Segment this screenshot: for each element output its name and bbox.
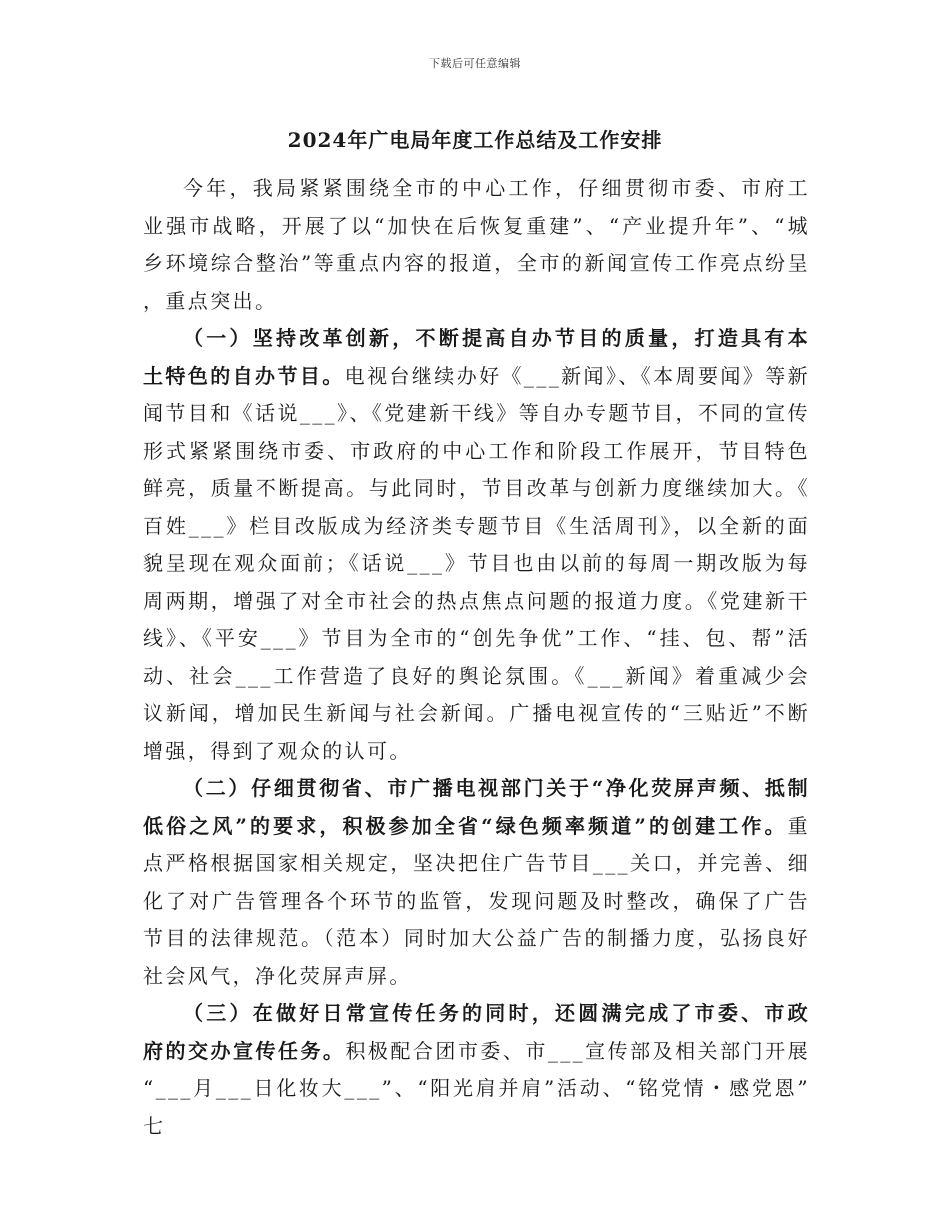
paragraph-intro bbox=[143, 170, 810, 320]
section-heading: （三）在做好日常宣传任务的同时，还圆满完成了市委、市政府的交办宣传任务。 bbox=[143, 1001, 810, 1063]
document-body bbox=[143, 170, 810, 1145]
section-heading: （一）坚持改革创新，不断提高自办节目的质量，打造具有本土特色的自办节目。 bbox=[143, 326, 810, 388]
paragraph-section-2 bbox=[143, 770, 810, 995]
paragraph-text: 今年，我局紧紧围绕全市的中心工作，仔细贯彻市委、市府工业强市战略，开展了以“加快在后恢复重建”、“产业提升年”、“城乡环境综合整治”等重点内容的报道，全市的新闻宣传工作亮点纷呈，重点突出。 bbox=[143, 176, 810, 313]
paragraph-section-3 bbox=[143, 995, 810, 1145]
paragraph-text: 重点严格根据国家相关规定，坚决把住广告节目___关口，并完善、细化了对广告管理各个环节的监管，发现问题及时整改，确保了广告节目的法律规范。（范本）同时加大公益广告的制播力度，弘扬良好社会风气，净化荧屏声屏。 bbox=[143, 813, 810, 988]
header-note: 下载后可任意编辑 bbox=[429, 57, 521, 70]
section-heading: （二）仔细贯彻省、市广播电视部门关于“净化荧屏声频、抵制低俗之风”的要求，积极参加全省“绿色频率频道”的创建工作。 bbox=[143, 776, 810, 838]
paragraph-text: 电视台继续办好《___新闻》、《本周要闻》等新闻节目和《话说___》、《党建新干线》等自办专题节目，不同的宣传形式紧紧围绕市委、市政府的中心工作和阶段工作展开，节目特色鲜亮，质量不断提高。与此同时，节目改革与创新力度继续加大。《百姓___》栏目改版成为经济类专题节目《生活周刊》，以全新的面貌呈现在观众面前；《话说___》节目也由以前的每周一期改版为每周两期，增强了对全市社会的热点焦点问题的报道力度。《党建新干线》、《平安___》节目为全市的“创先争优”工作、“挂、包、帮”活动、社会___工作营造了良好的舆论氛围。《___新闻》着重减少会议新闻，增加民生新闻与社会新闻。广播电视宣传的“三贴近”不断增强，得到了观众的认可。 bbox=[143, 363, 811, 763]
paragraph-section-1 bbox=[143, 320, 810, 770]
document-title: 2024年广电局年度工作总结及工作安排 bbox=[287, 128, 663, 152]
paragraph-text: 积极配合团市委、市___宣传部及相关部门开展“___月___日化妆大___”、“阳光肩并肩”活动、“铭党情・感党恩”七 bbox=[143, 1038, 810, 1138]
